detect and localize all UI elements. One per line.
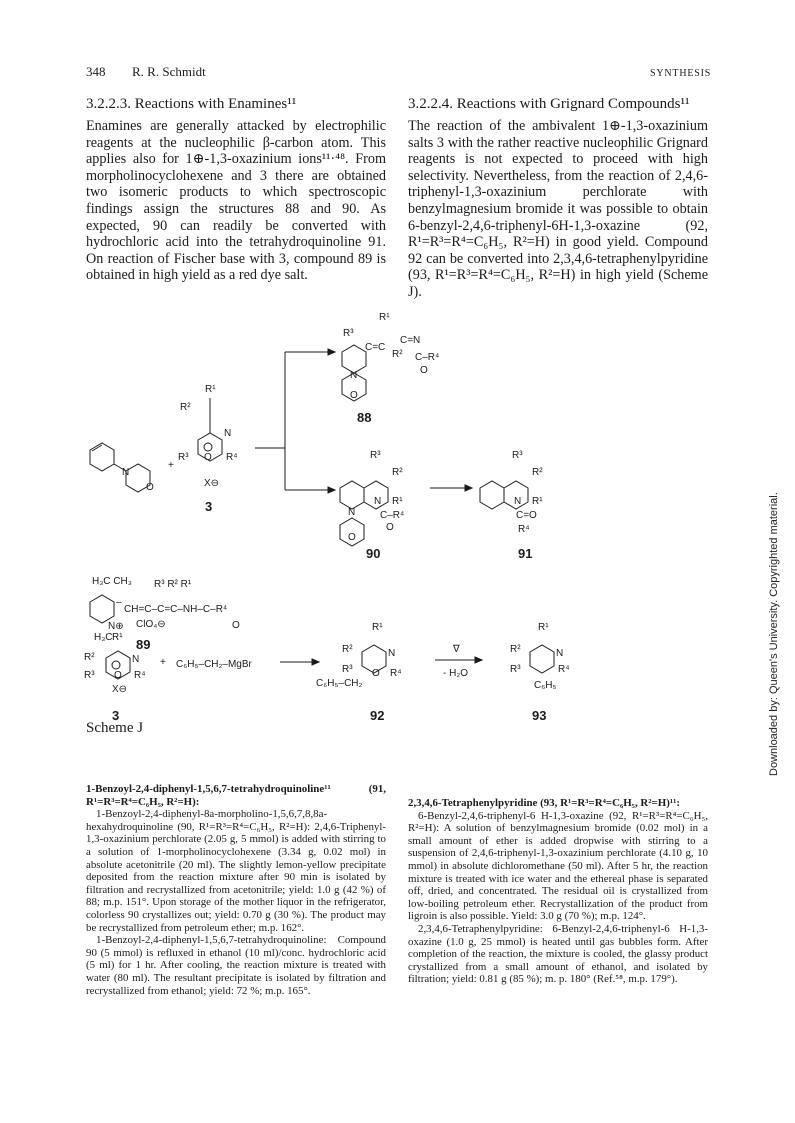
section-heading-enamines: 3.2.2.3. Reactions with Enamines¹¹: [86, 96, 297, 112]
svg-text:R³: R³: [342, 664, 353, 675]
experimental-right-column: [408, 797, 708, 986]
oxazinium-3-top: [178, 384, 238, 489]
plus-sign-bottom: +: [160, 657, 166, 668]
svg-text:C–R⁴: C–R⁴: [380, 510, 405, 521]
svg-text:O: O: [146, 482, 154, 493]
experimental-procedure-91: 1-Benzoyl-2,4-diphenyl-1,5,6,7-tetrahydroquinoline: Compound 90 (5 mmol) is refluxed in ethanol (10 ml)/conc. hydrochloric acid (5 ml) for 1 hr. After cooling, the reaction mixture is treated with water (80 ml). The resultant precipitate is isolated by filtration and recrystallized from ethanol; yield: 72 %; m.p. 165°.: [86, 934, 386, 997]
label-90: 90: [366, 546, 381, 561]
svg-text:R³: R³: [510, 664, 521, 675]
svg-text:O: O: [114, 670, 122, 681]
svg-text:N: N: [350, 370, 358, 381]
compound-92-structure: [316, 622, 402, 689]
label-3-bottom: 3: [112, 708, 120, 723]
svg-text:–: –: [116, 597, 122, 608]
morpholinocyclohexene-structure: [90, 443, 154, 493]
experimental-procedure-90: 1-Benzoyl-2,4-diphenyl-8a-morpholino-1,5,6,7,8,8a-hexahydroquinoline (90, R¹=R³=R⁴=C₆H₅, R²=H): 2,4,6-Triphenyl-1,3-oxazinium perchlorate (2.05 g, 5 mmol) is added with stirring to a solution of 1-morpholinocyclohexene (3.34 g, 0.02 mol) in absolute acetonitrile (20 ml). The slightly lemon-yellow precipitate deposited from the reaction mixture after 90 min is isolated by filtration and recrystallized from acetonitrile; yield: 1.0 g (42 %) of 88; m.p. 151°. Upon storage of the mother liquor in the refrigerator, colorless 90 crystallizes out; yield: 0.70 g (30 %). The product may be recrystallized from petroleum ether; m.p. 162°.: [86, 808, 386, 934]
svg-text:N: N: [224, 428, 232, 439]
svg-text:R²: R²: [342, 644, 353, 655]
svg-text:CH=C–C=C–NH–C–R⁴: CH=C–C=C–NH–C–R⁴: [124, 604, 228, 615]
svg-text:O: O: [420, 365, 428, 376]
svg-text:R³: R³: [370, 450, 381, 461]
section-heading-grignard: 3.2.2.4. Reactions with Grignard Compounds¹¹: [408, 96, 690, 112]
compound-93-structure: [510, 622, 570, 691]
plus-sign: +: [168, 460, 174, 471]
experimental-procedure-92: 6-Benzyl-2,4,6-triphenyl-6 H-1,3-oxazine (92, R¹=R³=R⁴=C₆H₅, R²=H): A solution of benzylmagnesium bromide (0.02 mol) in a small amount of ether is added dropwise with stirring to a suspension of 2,4,6-triphenyl-1,3-oxazinium perchlorate (4.10 g, 10 mmol) in absolute dichloromethane (50 ml). After 5 hr, the reaction mixture is treated with ice water and the ethereal phase is separated off, dried, and concentrated. The residual oil is crystallized from low-boiling petroleum ether. Recrystallization of the product from ligroin is also possible. Yield: 3.0 g (70 %); m.p. 124°.: [408, 809, 708, 923]
svg-text:R¹: R¹: [532, 496, 543, 507]
compound-90-structure: [340, 450, 404, 546]
label-3-top: 3: [205, 499, 213, 514]
experimental-left-column: [86, 783, 386, 997]
svg-text:N: N: [348, 507, 356, 518]
svg-text:N⊕: N⊕: [108, 621, 124, 632]
svg-text:N: N: [122, 467, 130, 478]
svg-text:O: O: [348, 532, 356, 543]
svg-text:R⁴: R⁴: [518, 524, 530, 535]
experimental-heading-93: 2,3,4,6-Tetraphenylpyridine (93, R¹=R³=R⁴=C₆H₅, R²=H)¹¹:: [408, 797, 680, 809]
running-head-journal: SYNTHESIS: [650, 68, 712, 79]
svg-text:C=C: C=C: [365, 342, 386, 353]
svg-text:R⁴: R⁴: [134, 670, 146, 681]
download-watermark: Downloaded by: Queen's University. Copyrighted material.: [768, 492, 780, 776]
svg-text:O: O: [372, 668, 380, 679]
svg-text:N: N: [556, 648, 564, 659]
label-89: 89: [136, 637, 151, 652]
heat-symbol: ∇: [453, 644, 460, 655]
compound-88-structure: [342, 312, 439, 401]
running-head-author: R. R. Schmidt: [132, 64, 206, 79]
svg-text:R¹: R¹: [112, 632, 123, 643]
minus-water: - H₂O: [443, 668, 468, 679]
svg-text:R¹: R¹: [392, 496, 403, 507]
experimental-procedure-93: 2,3,4,6-Tetraphenylpyridine: 6-Benzyl-2,4,6-triphenyl-6 H-1,3-oxazine (1.0 g, 25 mmol) is heated until gas bubbles form. After completion of the reaction, the mixture is cooled, the glassy product crystallized from a small amount of ethanol, and isolated by filtration; yield: 0.81 g (85 %); m. p. 180° (Ref.⁵⁸, m.p. 179°).: [408, 922, 708, 986]
svg-text:C=N: C=N: [400, 335, 421, 346]
grignard-paragraph: The reaction of the ambivalent 1⊕-1,3-oxazinium salts 3 with the rather reactive nucleophilic Grignard reagents is not expected to proceed with high selectivity. Nevertheless, from the reaction of 2,4,6-triphenyl-1,3-oxazinium perchlorate with benzylmagnesium bromide it was possible to obtain 6-benzyl-2,4,6-triphenyl-6H-1,3-oxazine (92, R¹=R³=R⁴=C₆H₅, R²=H) in good yield. Compound 92 can be converted into 2,3,4,6-tetraphenylpyridine (93, R¹=R³=R⁴=C₆H₅, R²=H) in high yield (Scheme J).: [408, 118, 708, 300]
svg-text:C₆H₅: C₆H₅: [534, 680, 557, 691]
svg-text:X⊖: X⊖: [204, 478, 220, 489]
label-91: 91: [518, 546, 533, 561]
svg-text:R²: R²: [532, 467, 543, 478]
svg-text:R²: R²: [392, 349, 403, 360]
svg-text:R²: R²: [510, 644, 521, 655]
label-88: 88: [357, 410, 372, 425]
scheme-j-figure: [80, 300, 720, 723]
experimental-heading-91: 1-Benzoyl-2,4-diphenyl-1,5,6,7-tetrahydroquinoline¹¹ (91, R¹=R³=R⁴=C₆H₅, R²=H):: [86, 783, 386, 808]
svg-text:R³: R³: [84, 670, 95, 681]
svg-text:O: O: [350, 390, 358, 401]
svg-text:R²: R²: [84, 652, 95, 663]
svg-text:X⊖: X⊖: [112, 684, 128, 695]
scheme-caption: Scheme J: [86, 720, 144, 736]
svg-text:ClO₄⊖: ClO₄⊖: [136, 619, 166, 630]
svg-text:R⁴: R⁴: [226, 452, 238, 463]
svg-text:R³ R² R¹: R³ R² R¹: [154, 579, 192, 590]
svg-text:R³: R³: [178, 452, 189, 463]
svg-text:R¹: R¹: [379, 312, 390, 323]
svg-text:R¹: R¹: [372, 622, 383, 633]
svg-text:R³: R³: [512, 450, 523, 461]
svg-text:R²: R²: [392, 467, 403, 478]
label-92: 92: [370, 708, 385, 723]
svg-text:R¹: R¹: [538, 622, 549, 633]
svg-text:N: N: [132, 654, 140, 665]
compound-91-structure: [480, 450, 543, 535]
reagent-benzyl-grignard: C₆H₅–CH₂–MgBr: [176, 659, 252, 670]
svg-text:N: N: [514, 496, 522, 507]
svg-text:R⁴: R⁴: [558, 664, 570, 675]
svg-text:C=O: C=O: [516, 510, 537, 521]
svg-text:O: O: [204, 452, 212, 463]
svg-text:O: O: [386, 522, 394, 533]
svg-text:R³: R³: [343, 328, 354, 339]
enamines-paragraph: Enamines are generally attacked by electrophilic reagents at the nucleophilic β-carbon atom. This applies also for 1⊕-1,3-oxazinium ions¹¹·⁴⁸. From morpholinocyclohexene and 3 there are obtained two isomeric products to which spectroscopic findings assign the structures 88 and 90. As expected, 90 can readily be converted with hydrochloric acid into the tetrahydroquinoline 91. On reaction of Fischer base with 3, compound 89 is obtained in high yield as a red dye salt.: [86, 118, 386, 284]
svg-text:H₃C: H₃C: [94, 632, 113, 643]
svg-text:R¹: R¹: [205, 384, 216, 395]
svg-text:H₃C CH₃: H₃C CH₃: [92, 576, 132, 587]
svg-text:O: O: [232, 620, 240, 631]
svg-text:C₆H₅–CH₂: C₆H₅–CH₂: [316, 678, 363, 689]
svg-text:N: N: [388, 648, 396, 659]
svg-text:R⁴: R⁴: [390, 668, 402, 679]
svg-text:R²: R²: [180, 402, 191, 413]
label-93: 93: [532, 708, 547, 723]
svg-text:C–R⁴: C–R⁴: [415, 352, 440, 363]
svg-text:N: N: [374, 496, 382, 507]
page-number: 348: [86, 64, 106, 79]
